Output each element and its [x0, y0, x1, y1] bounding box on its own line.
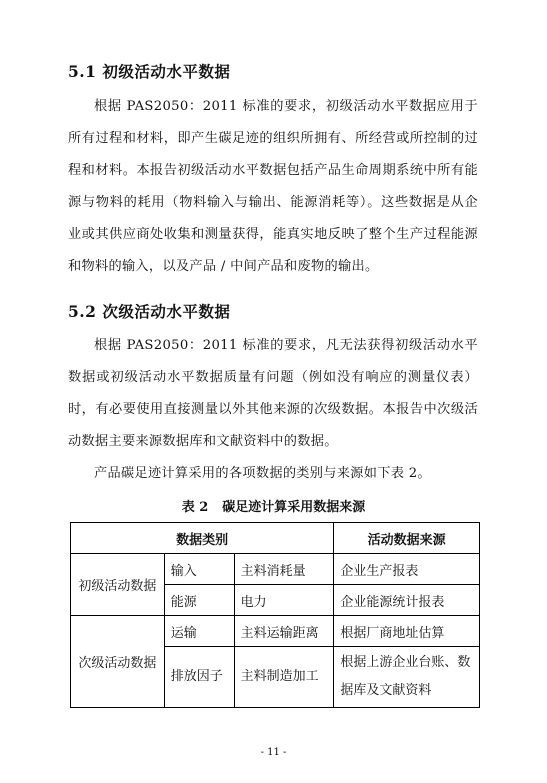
- row-source: 根据厂商地址估算: [334, 616, 480, 647]
- section-heading-5-1: 5.1 初级活动水平数据: [68, 62, 231, 81]
- row-item: 主料运输距离: [234, 616, 334, 647]
- data-source-table: [70, 522, 480, 708]
- row-type: 运输: [164, 616, 234, 647]
- table-caption-number: 表 2: [181, 500, 209, 515]
- table-row: [71, 554, 480, 585]
- group-cell-secondary: 次级活动数据: [71, 616, 165, 708]
- row-type: 排放因子: [164, 647, 234, 708]
- table-caption-title: 碳足迹计算采用数据来源: [222, 500, 366, 515]
- row-source: 根据上游企业台账、数据库及文献资料: [334, 647, 480, 708]
- row-type: 输入: [164, 554, 234, 585]
- table-header-row: [71, 523, 480, 554]
- table-caption: [0, 496, 547, 515]
- header-data-category: 数据类别: [71, 523, 334, 554]
- section-5-2-paragraph: 根据 PAS2050：2011 标准的要求，凡无法获得初级活动水平数据或初级活动水平数据质量有问题（例如没有响应的测量仪表）时，有必要使用直接测量以外其他来源的次级数据。本报告中次级活动数据主要来源数据库和文献资料中的数据。: [68, 338, 478, 449]
- row-item: 主料消耗量: [234, 554, 334, 585]
- row-source: 企业能源统计报表: [334, 585, 480, 616]
- group-cell-primary: 初级活动数据: [71, 554, 165, 616]
- header-activity-source: 活动数据来源: [334, 523, 480, 554]
- row-item: 主料制造加工: [234, 647, 334, 708]
- row-source: 企业生产报表: [334, 554, 480, 585]
- row-type: 能源: [164, 585, 234, 616]
- section-5-1-paragraph: 根据 PAS2050：2011 标准的要求，初级活动水平数据应用于所有过程和材料，即产生碳足迹的组织所拥有、所经营或所控制的过程和材料。本报告初级活动水平数据包括产品生命周期系统中所有能源与物料的耗用（物料输入与输出、能源消耗等）。这些数据是从企业或其供应商处收集和测量获得，能真实地反映了整个生产过程能源和物料的输入，以及产品 / 中间产品和废物的输出。: [68, 99, 478, 274]
- section-heading-5-2: 5.2 次级活动水平数据: [68, 302, 231, 321]
- table-row: [71, 616, 480, 647]
- row-item: 电力: [234, 585, 334, 616]
- page-number: - 11 -: [260, 747, 287, 758]
- table-intro-paragraph: 产品碳足迹计算采用的各项数据的类别与来源如下表 2。: [94, 466, 431, 481]
